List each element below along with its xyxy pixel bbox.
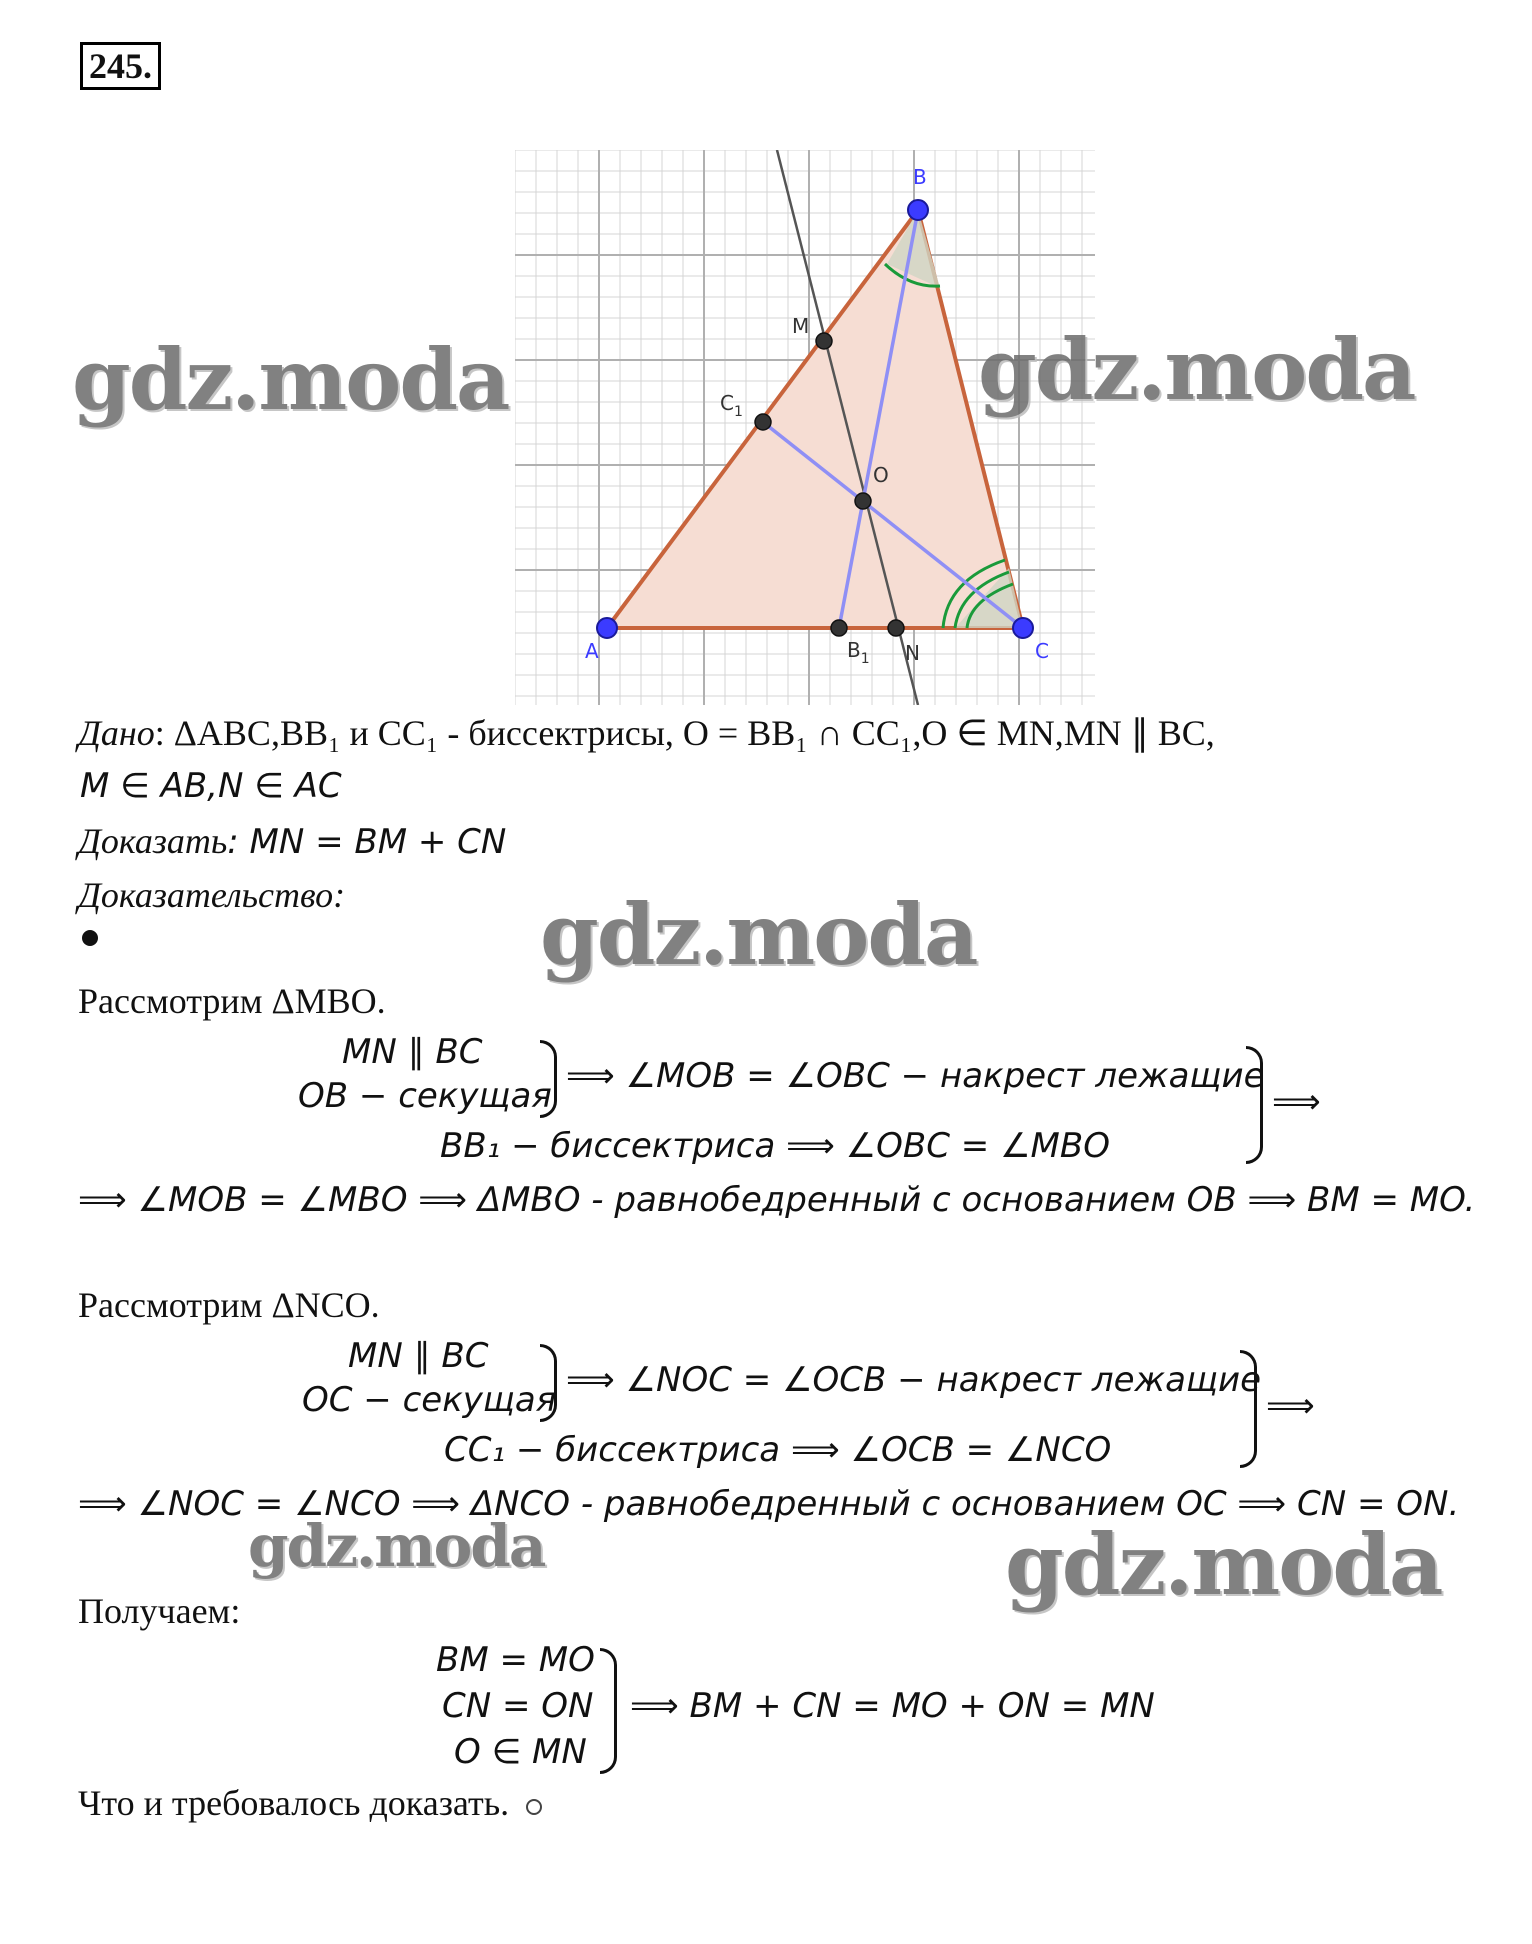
problem-number: 245. — [80, 42, 161, 90]
final-sys-b: CN = ON — [442, 1686, 594, 1726]
part1-sys-b: OB − секущая — [298, 1076, 552, 1116]
final-result: ⟹ BM + CN = MO + ON = MN — [630, 1686, 1155, 1726]
point-m — [816, 333, 832, 349]
qed-circle-icon — [526, 1799, 542, 1815]
point-o — [855, 493, 871, 509]
part2-sys-b: OC − секущая — [302, 1380, 557, 1420]
point-b1 — [831, 620, 847, 636]
qed-line: Что и требовалось доказать. — [78, 1782, 542, 1824]
final-intro: Получаем: — [78, 1591, 241, 1631]
bullet — [82, 930, 98, 946]
part1-result-a: ⟹ ∠MOB = ∠OBC − накрест лежащие — [566, 1056, 1265, 1096]
part1-conclusion: ⟹ ∠MOB = ∠MBO ⟹ ΔMBO - равнобедренный с основанием OB ⟹ BM = MO. — [78, 1180, 1476, 1220]
watermark-5: gdz.moda — [1005, 1515, 1442, 1614]
point-c — [1013, 618, 1033, 638]
triangle-abc — [607, 210, 1023, 628]
part2-conclusion: ⟹ ∠NOC = ∠NCO ⟹ ΔNCO - равнобедренный с основанием OC ⟹ CN = ON. — [78, 1484, 1460, 1524]
label-b: B — [913, 165, 927, 189]
final-brace — [600, 1648, 617, 1774]
label-c1: $C_1$ — [720, 391, 743, 420]
label-m: M — [792, 314, 810, 338]
part2-arrow: ⟹ — [1266, 1386, 1315, 1426]
part1-line-c: BB₁ − биссектриса ⟹ ∠OBC = ∠MBO — [440, 1126, 1110, 1166]
prove-line: Доказать: MN = BM + CN — [78, 821, 507, 862]
part1-brace-outer — [1246, 1046, 1263, 1164]
point-b — [908, 200, 928, 220]
part2-brace-outer — [1240, 1350, 1257, 1468]
watermark-2: gdz.moda — [978, 320, 1415, 419]
watermark-1: gdz.moda — [72, 330, 509, 429]
label-c: C — [1035, 639, 1049, 663]
watermark-3: gdz.moda — [540, 885, 977, 984]
proof-label: Доказательство: — [78, 875, 346, 915]
part1-arrow: ⟹ — [1272, 1082, 1321, 1122]
part2-line-c: CC₁ − биссектриса ⟹ ∠OCB = ∠NCO — [444, 1430, 1112, 1470]
label-o: O — [873, 463, 889, 487]
part2-brace-inner — [540, 1344, 557, 1422]
label-b1: $B_1$ — [847, 638, 870, 667]
given-line-2: M ∈ AB,N ∈ AC — [80, 766, 342, 806]
watermark-4: gdz.moda — [248, 1512, 545, 1580]
final-sys-c: O ∈ MN — [454, 1732, 587, 1772]
part2-intro: Рассмотрим ΔNCO. — [78, 1285, 380, 1325]
point-a — [597, 618, 617, 638]
part1-brace-inner — [540, 1040, 557, 1118]
label-a: A — [585, 639, 599, 663]
point-n — [888, 620, 904, 636]
final-sys-a: BM = MO — [436, 1640, 595, 1680]
part1-sys-a: MN ∥ BC — [342, 1032, 483, 1072]
point-c1 — [755, 414, 771, 430]
triangle-figure — [515, 150, 1095, 705]
part2-result-a: ⟹ ∠NOC = ∠OCB − накрест лежащие — [566, 1360, 1262, 1400]
given-line-1: Дано: ΔABC,BB₁ и CC₁ - биссектрисы, O = BB₁ ∩ CC₁,O ∈ MN,MN ∥ BC, — [78, 713, 1215, 753]
part1-intro: Рассмотрим ΔMBO. — [78, 981, 386, 1021]
label-n: N — [905, 641, 920, 665]
part2-sys-a: MN ∥ BC — [348, 1336, 489, 1376]
